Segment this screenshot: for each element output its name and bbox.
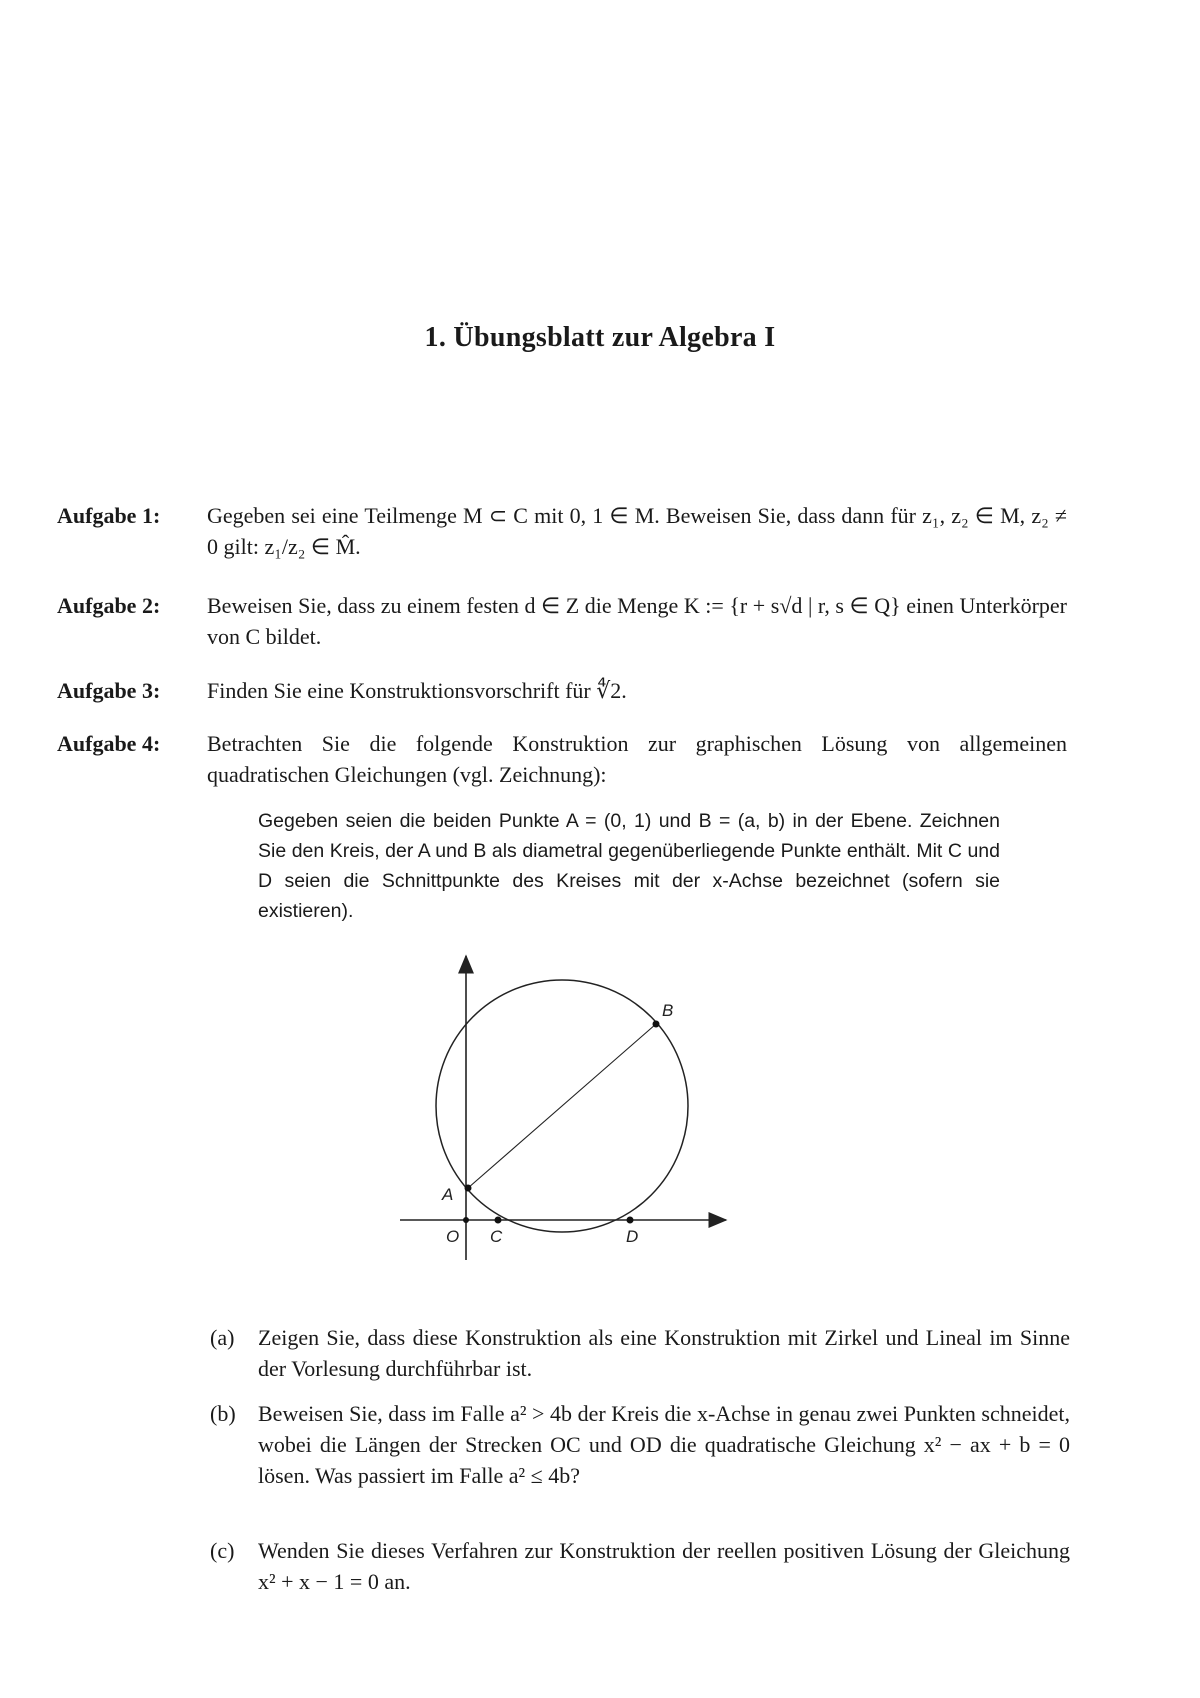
task-label: Aufgabe 2: [57,593,161,618]
task-text: Gegeben sei eine Teilmenge M ⊂ C mit 0, 1 ∈ M. Beweisen Sie, dass dann für z₁, z₂ ∈ M, z₂ ≠ 0 gilt: z₁/z₂ ∈ M̂. [207,503,1067,559]
point-a [465,1185,472,1192]
subtask-c [210,1535,1070,1597]
subtask-a [210,1322,1070,1384]
task-3 [57,675,1067,706]
label-o: O [446,1227,460,1246]
subtask-text: Wenden Sie dieses Verfahren zur Konstruktion der reellen positiven Lösung der Gleichung x² + x − 1 = 0 an. [258,1538,1070,1594]
subtask-b [210,1398,1070,1491]
task-text: Beweisen Sie, dass zu einem festen d ∈ Z die Menge K := {r + s√d | r, s ∈ Q} einen Unterkörper von C bildet. [207,593,1067,649]
task-label: Aufgabe 1: [57,503,161,528]
label-c: C [490,1227,503,1246]
construction-description: Gegeben seien die beiden Punkte A = (0, 1) und B = (a, b) in der Ebene. Zeichnen Sie den Kreis, der A und B als diametral gegenüberliegende Punkte enthält. Mit C und D seien die Schnittpunkte des Kreises mit der x-Achse bezeichnet (sofern sie existieren). [258,810,1000,922]
task-text: Finden Sie eine Konstruktionsvorschrift für ∜2. [207,678,627,703]
subtask-tag: (c) [210,1538,235,1563]
subtask-text: Zeigen Sie, dass diese Konstruktion als eine Konstruktion mit Zirkel und Lineal im Sinne der Vorlesung durchführbar ist. [258,1325,1070,1381]
task-2 [57,590,1067,652]
point-b [653,1021,660,1028]
subtask-tag: (b) [210,1401,236,1426]
diameter-ab [468,1024,656,1188]
subtask-tag: (a) [210,1325,235,1350]
task-text: Betrachten Sie die folgende Konstruktion zur graphischen Lösung von allgemeinen quadratischen Gleichungen (vgl. Zeichnung): [207,731,1067,787]
task-4 [57,728,1067,790]
circle-construction-diagram [390,948,740,1268]
task-label: Aufgabe 3: [57,678,161,703]
point-o [463,1217,469,1223]
point-d [627,1217,634,1224]
label-a: A [442,1185,454,1204]
construction-figure [390,948,740,1268]
label-d: D [626,1227,639,1246]
subtask-text: Beweisen Sie, dass im Falle a² > 4b der Kreis die x-Achse in genau zwei Punkten schneidet, wobei die Längen der Strecken OC und OD die quadratische Gleichung x² − ax + b = 0 lösen. Was passiert im Falle a² ≤ 4b? [258,1401,1070,1488]
task-1 [57,500,1067,562]
label-b: B [662,1001,674,1020]
page-title: 1. Übungsblatt zur Algebra I [424,322,776,353]
task-label: Aufgabe 4: [57,731,161,756]
point-c [495,1217,502,1224]
